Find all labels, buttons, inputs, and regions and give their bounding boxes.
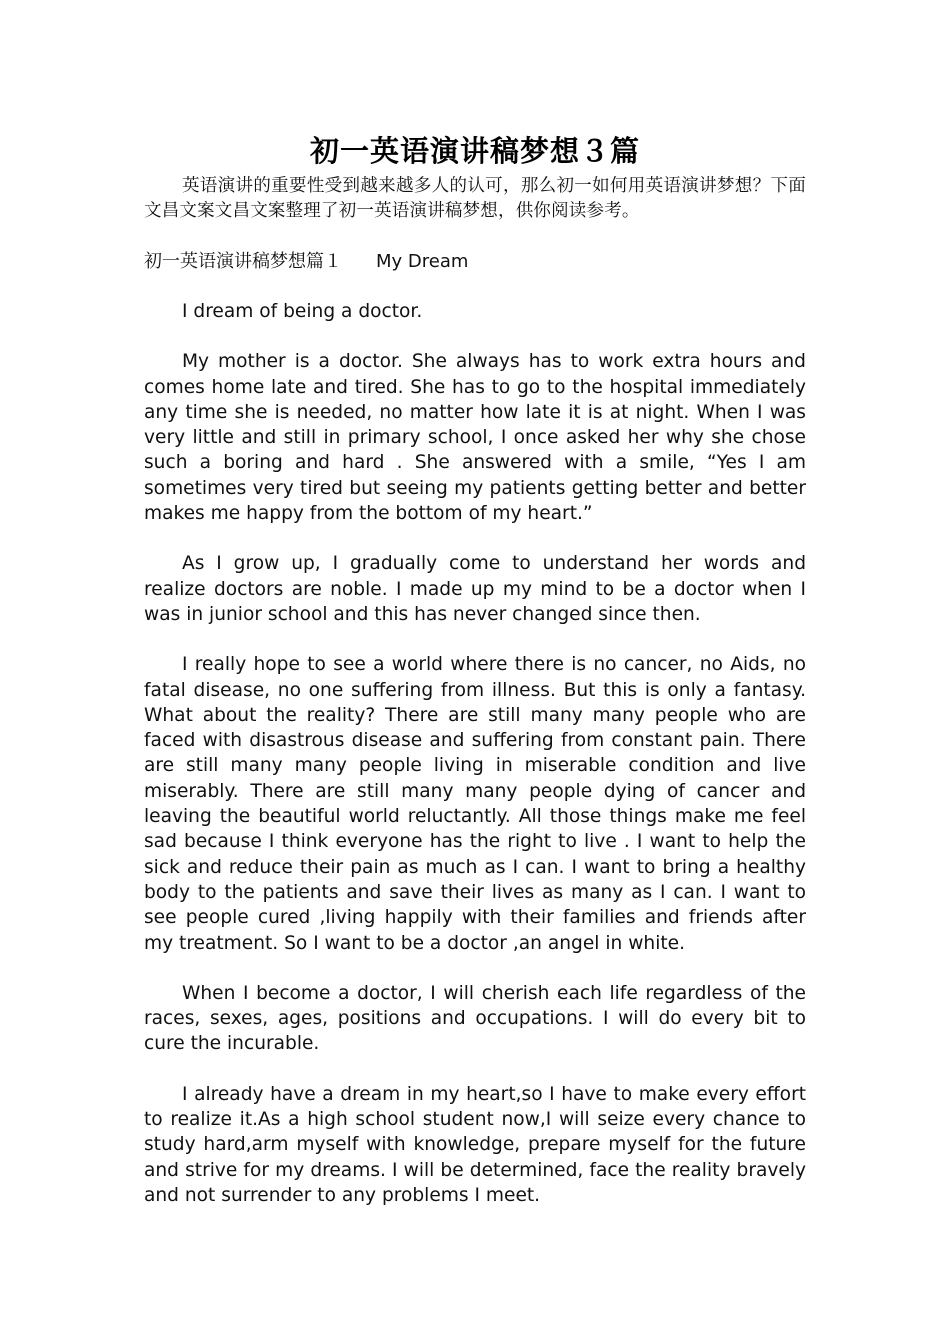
section-heading-subtitle: My Dream <box>376 251 469 272</box>
document-title: 初一英语演讲稿梦想３篇 <box>309 134 640 168</box>
body-paragraph: As I grow up, I gradually come to understand her words and realize doctors are noble. I made up my mind to be a doctor when I was in junior school and this has never changed since then. <box>144 553 806 625</box>
section-heading-label: 初一英语演讲稿梦想篇１ <box>144 251 342 272</box>
document-page <box>144 128 806 1208</box>
body-paragraph: I really hope to see a world where there is no cancer, no Aids, no fatal disease, no one suffering from illness. But this is only a fantasy. What about the reality? There are still many many people who are faced with disastrous disease and suffering from constant pain. There are still many many people living in miserable condition and live miserably. There are still many many people dying of cancer and leaving the beautiful world reluctantly. All those things make me feel sad because I think everyone has the right to live . I want to help the sick and reduce their pain as much as I can. I want to bring a healthy body to the patients and save their lives as many as I can. I want to see people cured ,living happily with their families and friends after my treatment. So I want to be a doctor ,an angel in white. <box>144 654 806 954</box>
body-paragraph: I dream of being a doctor. <box>182 301 423 322</box>
body-paragraph: My mother is a doctor. She always has to work extra hours and comes home late and tired. She has to go to the hospital immediately any time she is needed, no matter how late it is at night. When I was very little and still in primary school, I once asked her why she chose such a boring and hard . She answered with a smile, “Yes I am sometimes very tired but seeing my patients getting better and better makes me happy from the bottom of my heart.” <box>144 351 806 525</box>
body-paragraph: I already have a dream in my heart,so I have to make every effort to realize it.As a high school student now,I will seize every chance to study hard,arm myself with knowledge, prepare myself for the future and strive for my dreams. I will be determined, face the reality bravely and not surrender to any problems I meet. <box>144 1083 806 1206</box>
intro-paragraph: 英语演讲的重要性受到越来越多人的认可，那么初一如何用英语演讲梦想？下面文昌文案文昌文案整理了初一英语演讲稿梦想，供你阅读参考。 <box>144 176 806 221</box>
body-paragraph: When I become a doctor, I will cherish each life regardless of the races, sexes, ages, positions and occupations. I will do every bit to cure the incurable. <box>144 982 806 1055</box>
section-heading <box>144 249 806 274</box>
